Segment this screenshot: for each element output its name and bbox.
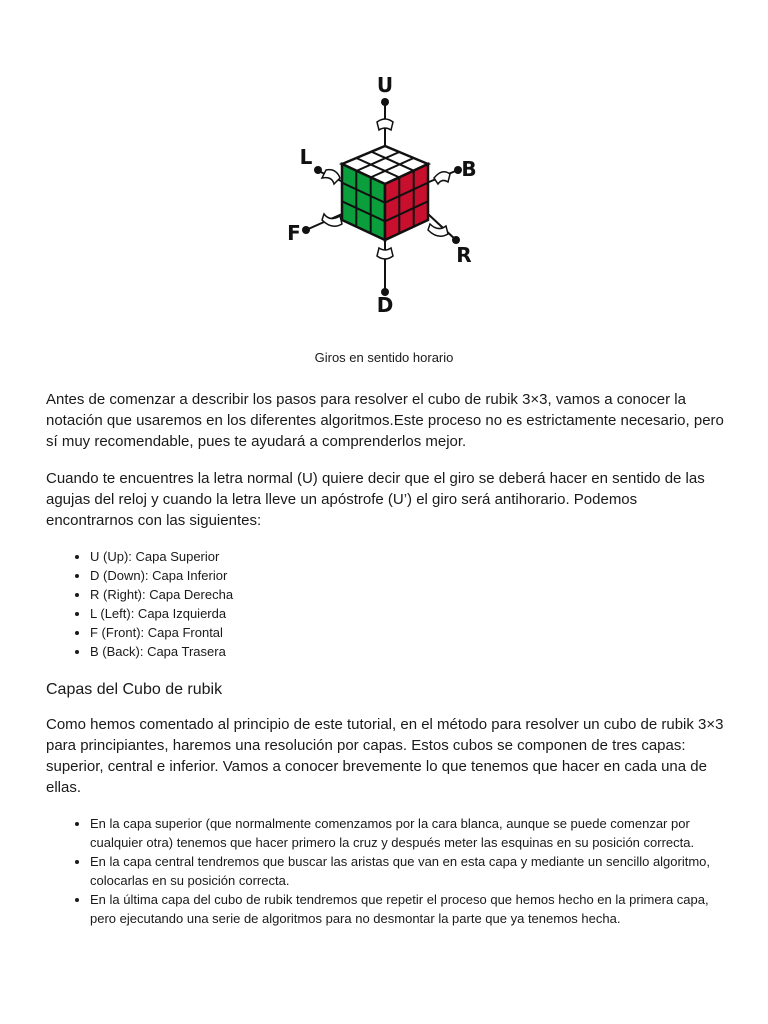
section-heading: Capas del Cubo de rubik [46, 681, 223, 698]
list-item: • F (Front): Capa Frontal [90, 623, 726, 642]
list-item: • En la capa superior (que normalmente comenzamos por la cara blanca, aunque se puede comenzar por cualquier otra) tenemos que hacer primero la cruz y después meter las esquinas en su posición correcta. [90, 814, 726, 852]
u-axis-dot [381, 98, 389, 106]
intro-paragraph: Antes de comenzar a describir los pasos para resolver el cubo de rubik 3×3, vamos a conocer la notación que usaremos en los diferentes algoritmos.Este proceso no es estrictamente necesario, pero sí muy recomendable, pues te ayudará a comprenderlos mejor. [46, 391, 724, 450]
f-axis-dot [302, 226, 310, 234]
list-item: • En la capa central tendremos que buscar las aristas que van en esta capa y mediante un sencillo algoritmo, colocarlas en su posición correcta. [90, 852, 726, 890]
l-rotation-arrow-icon [322, 170, 340, 184]
d-rotation-arrow-icon [377, 248, 393, 259]
b-rotation-arrow-icon [434, 172, 450, 184]
label-u: U [376, 73, 394, 97]
notation-paragraph: Cuando te encuentres la letra normal (U) quiere decir que el giro se deberá hacer en sentido de las agujas del reloj y cuando la letra lleve un apóstrofe (U’) el giro será antihorario. Podemos encontrarnos con las siguientes: [46, 470, 705, 529]
label-f: F [287, 221, 301, 245]
rubik-notation-figure [0, 60, 768, 320]
label-r: R [456, 243, 472, 267]
list-item: • D (Down): Capa Inferior [90, 566, 726, 585]
list-item: • L (Left): Capa Izquierda [90, 604, 726, 623]
layers-paragraph: Como hemos comentado al principio de este tutorial, en el método para resolver un cubo de rubik 3×3 para principiantes, haremos una resolución por capas. Estos cubos se componen de tres capas: superior, central e inferior. Vamos a conocer brevemente lo que tenemos que hacer en cada una de ellas. [46, 716, 724, 796]
f-rotation-arrow-icon [322, 214, 342, 226]
rubik-cube-diagram [264, 60, 504, 320]
list-item: • U (Up): Capa Superior [90, 547, 726, 566]
list-item: • En la última capa del cubo de rubik tendremos que repetir el proceso que hemos hecho en la primera capa, pero ejecutando una serie de algoritmos para no desmontar la parte que ya tenemos hecha. [90, 890, 726, 928]
list-item: • B (Back): Capa Trasera [90, 642, 726, 661]
label-b: B [461, 157, 477, 181]
layers-list [46, 814, 726, 928]
list-item: • R (Right): Capa Derecha [90, 585, 726, 604]
label-d: D [376, 293, 394, 317]
label-l: L [299, 145, 313, 169]
article-body [46, 389, 726, 948]
l-axis-dot [314, 166, 322, 174]
r-rotation-arrow-icon [428, 224, 448, 236]
notation-list [46, 547, 726, 661]
figure-caption: Giros en sentido horario [314, 350, 454, 365]
u-rotation-arrow-icon [377, 119, 393, 130]
